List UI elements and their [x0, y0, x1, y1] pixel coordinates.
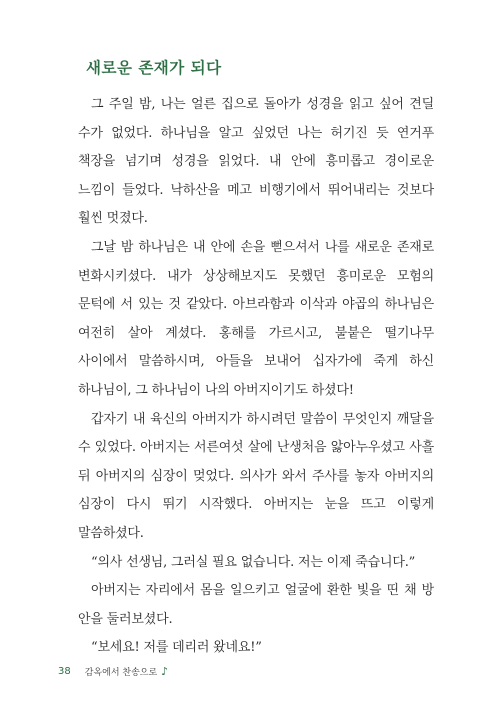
- body-text: [78, 91, 434, 663]
- section-heading: 새로운 존재가 되다: [86, 59, 222, 77]
- page-footer: [58, 663, 168, 679]
- paragraph: 그날 밤 하나님은 내 안에 손을 뻗으셔서 나를 새로운 존재로 변화시키셨다. 내가 상상해보지도 못했던 흥미로운 모험의 문턱에 서 있는 것 같았다. 아브라함과 이삭과 야곱의 하나님은 여전히 살아 계셨다. 홍해를 가르시고, 불붙은 떨기나무 사이에서 말씀하시며, 아들을 보내어 십자가에 죽게 하신 하나님이, 그 하나님이 나의 아버지이기도 하셨다!: [78, 239, 434, 398]
- quote-paragraph: “의사 선생님, 그러실 필요 없습니다. 저는 이제 죽습니다.”: [91, 554, 416, 570]
- paragraph: 그 주일 밤, 나는 얼른 집으로 돌아가 성경을 읽고 싶어 견딜 수가 없었다. 하나님을 알고 싶었던 나는 허기진 듯 연거푸 책장을 넘기며 성경을 읽었다. 내 안에 흥미롭고 경이로운 느낌이 들었다. 낙하산을 메고 비행기에서 뛰어내리는 것보다 훨씬 멋졌다.: [78, 97, 434, 227]
- page-number: 38: [58, 665, 71, 677]
- quote-paragraph: “보세요! 저를 데리러 왔네요!”: [91, 640, 262, 656]
- paragraph: 아버지는 자리에서 몸을 일으키고 얼굴에 환한 빛을 띤 채 방 안을 둘러보셨다.: [78, 583, 434, 627]
- music-note-icon: ♪: [161, 664, 169, 678]
- paragraph: 갑자기 내 육신의 아버지가 하시려던 말씀이 무엇인지 깨달을 수 있었다. 아버지는 서른여섯 살에 난생처음 앓아누우셨고 사흘 뒤 아버지의 심장이 멎었다. 의사가 와서 주사를 놓자 아버지의 심장이 다시 뛰기 시작했다. 아버지는 눈을 뜨고 이렇게 말씀하셨다.: [78, 411, 434, 541]
- book-title: 감옥에서 찬송으로: [84, 667, 158, 678]
